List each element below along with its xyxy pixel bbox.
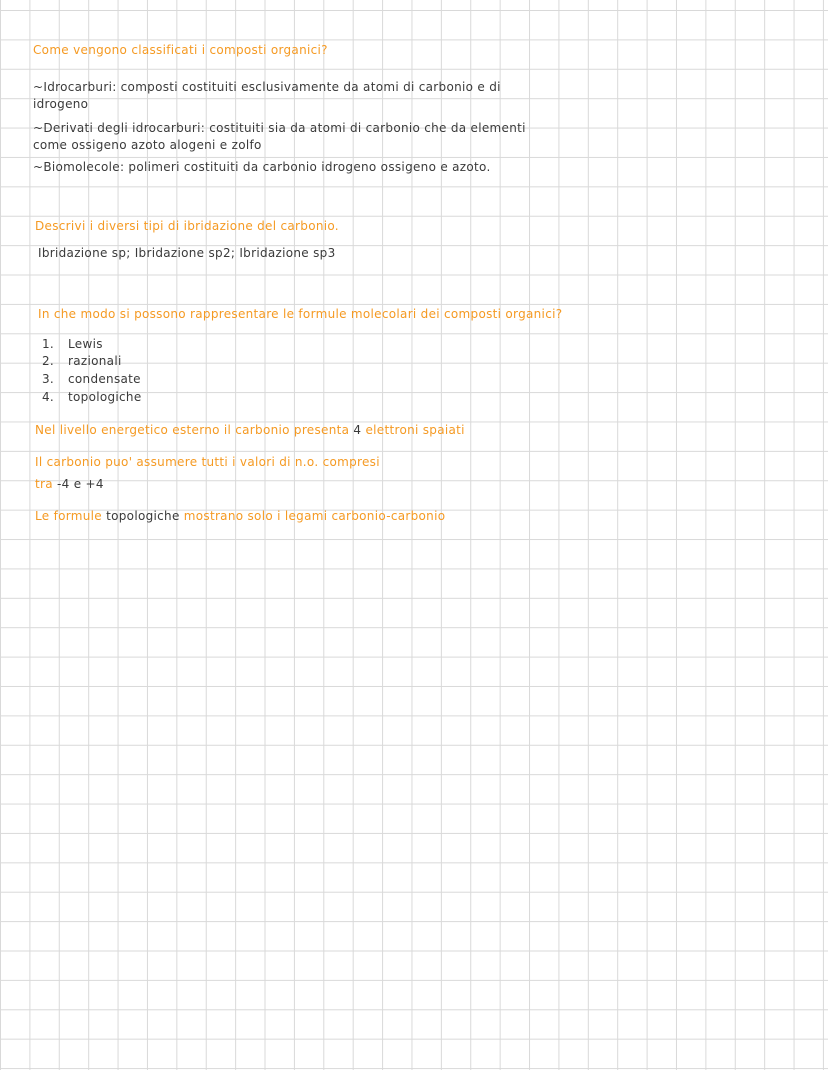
question-classification: Come vengono classificati i composti organici? xyxy=(33,43,328,57)
answer-derivatives-line1: ~Derivati degli idrocarburi: costituiti sia da atomi di carbonio che da elementi xyxy=(33,121,526,135)
list-text: topologiche xyxy=(68,390,142,404)
answer-biomolecules: ~Biomolecole: polimeri costituiti da carbonio idrogeno ossigeno e azoto. xyxy=(33,160,491,174)
list-number: 4. xyxy=(42,390,55,404)
question-formulas: In che modo si possono rappresentare le formule molecolari dei composti organici? xyxy=(38,307,563,321)
answer-hybridization: Ibridazione sp; Ibridazione sp2; Ibridazione sp3 xyxy=(38,246,336,260)
note-text: tra xyxy=(35,477,53,491)
list-text: razionali xyxy=(68,354,122,368)
note-valence-electrons xyxy=(35,422,465,438)
note-range: -4 e +4 xyxy=(57,477,104,491)
list-item xyxy=(42,389,142,405)
note-oxidation-line2 xyxy=(35,476,104,492)
note-text: Nel livello energetico esterno il carbonio presenta xyxy=(35,423,350,437)
answer-hydrocarbons-line2: idrogeno xyxy=(33,97,89,111)
list-number: 3. xyxy=(42,372,55,386)
list-text: Lewis xyxy=(68,337,103,351)
list-item xyxy=(42,371,141,387)
list-text: condensate xyxy=(68,372,141,386)
note-topological xyxy=(35,508,445,524)
note-keyword: topologiche xyxy=(106,509,180,523)
list-number: 2. xyxy=(42,354,55,368)
note-text: elettroni spaiati xyxy=(365,423,465,437)
note-number: 4 xyxy=(353,423,362,437)
note-text: mostrano solo i legami carbonio-carbonio xyxy=(183,509,446,523)
question-hybridization: Descrivi i diversi tipi di ibridazione del carbonio. xyxy=(35,219,339,233)
note-oxidation-line1: Il carbonio puo' assumere tutti i valori di n.o. compresi xyxy=(35,455,380,469)
note-text: Le formule xyxy=(35,509,102,523)
answer-hydrocarbons-line1: ~Idrocarburi: composti costituiti esclusivamente da atomi di carbonio e di xyxy=(33,80,501,94)
list-item xyxy=(42,336,103,352)
answer-derivatives-line2: come ossigeno azoto alogeni e zolfo xyxy=(33,138,262,152)
list-number: 1. xyxy=(42,337,55,351)
list-item xyxy=(42,353,122,369)
